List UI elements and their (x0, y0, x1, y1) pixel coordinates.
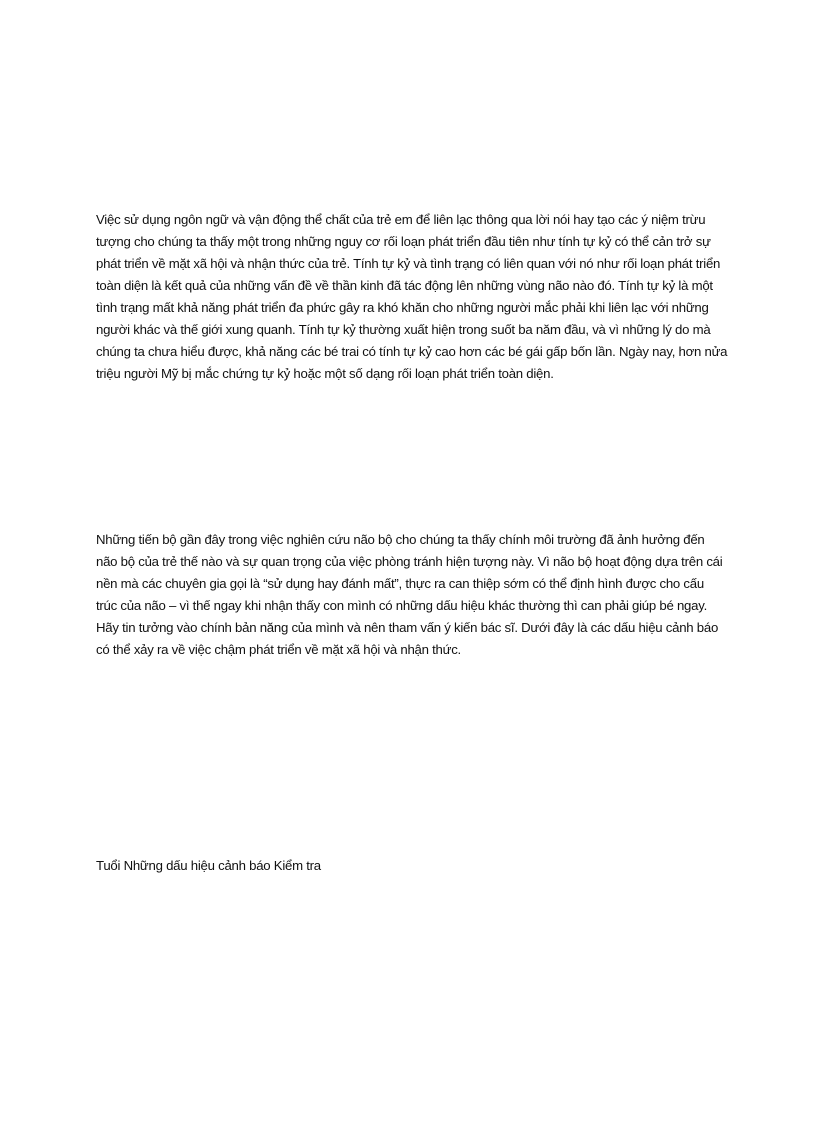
table-header-row: Tuổi Những dấu hiệu cảnh báo Kiểm tra (96, 858, 321, 873)
paragraph-brain-research: Những tiến bộ gần đây trong việc nghiên cứu não bộ cho chúng ta thấy chính môi trường đã ảnh hưởng đến não bộ của trẻ thế nào và sự quan trọng của việc phòng tránh hiện tượng này. Vì não bộ hoạt động dựa trên cái nền mà các chuyên gia gọi là “sử dụng hay đánh mất”, thực ra can thiệp sớm có thể định hình được cho cấu trúc của não – vì thế ngay khi nhận thấy con mình có những dấu hiệu khác thường thì can phải giúp bé ngay. Hãy tin tưởng vào chính bản năng của mình và nên tham vấn ý kiến bác sĩ. Dưới đây là các dấu hiệu cảnh báo có thể xảy ra về việc chậm phát triển về mặt xã hội và nhận thức. (96, 532, 723, 657)
paragraph-autism-intro: Việc sử dụng ngôn ngữ và vận động thể chất của trẻ em để liên lạc thông qua lời nói hay tạo các ý niệm trừu tượng cho chúng ta thấy một trong những nguy cơ rối loạn phát triển đầu tiên như tính tự kỷ có thể cản trở sự phát triển về mặt xã hội và nhận thức của trẻ. Tính tự kỷ và tình trạng có liên quan với nó như rối loạn phát triển toàn diện là kết quả của những vấn đề về thần kinh đã tác động lên những vùng não nào đó. Tính tự kỷ là một tình trạng mất khả năng phát triển đa phức gây ra khó khăn cho những người mắc phải khi liên lạc với những người khác và thế giới xung quanh. Tính tự kỷ thường xuất hiện trong suốt ba năm đầu, và vì những lý do mà chúng ta chưa hiểu được, khả năng các bé trai có tính tự kỷ cao hơn các bé gái gấp bốn lần. Ngày nay, hơn nửa triệu người Mỹ bị mắc chứng tự kỷ hoặc một số dạng rối loạn phát triển toàn diện. (96, 212, 728, 381)
